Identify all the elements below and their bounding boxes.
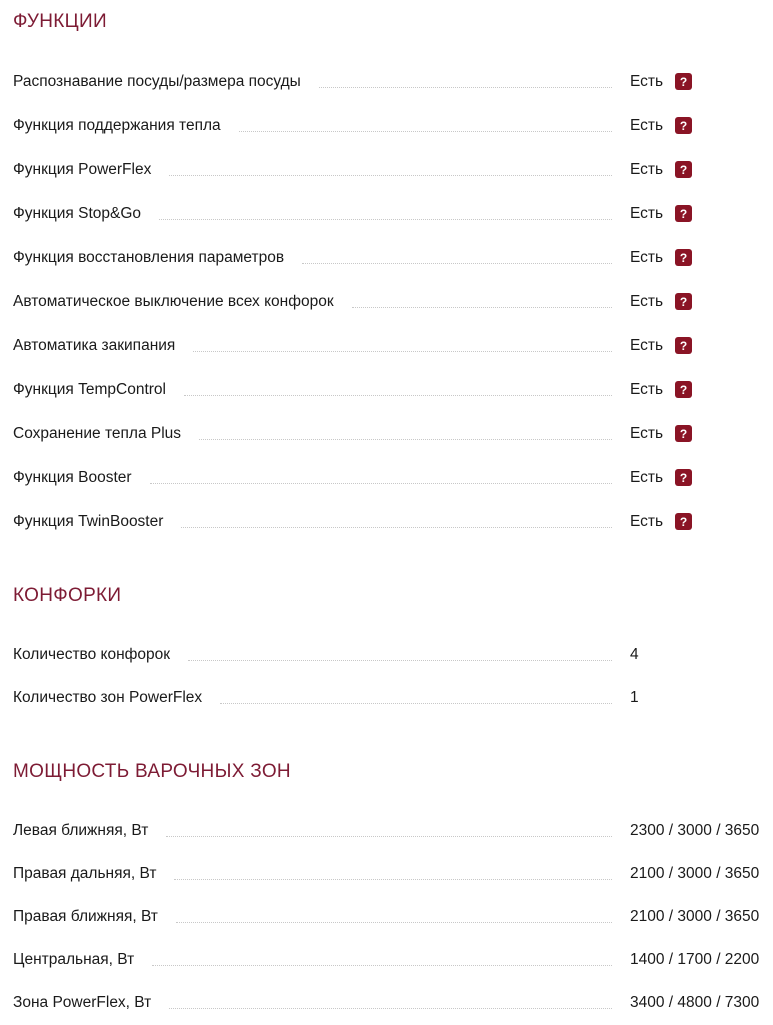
spec-value-col xyxy=(630,73,773,90)
spec-value: Есть xyxy=(630,72,664,90)
section-rows xyxy=(13,634,773,720)
spec-value: 2100 / 3000 / 3650 xyxy=(630,908,760,925)
dotted-leader xyxy=(352,307,612,308)
spec-value: Есть xyxy=(630,248,664,266)
spec-row xyxy=(13,324,773,368)
section-rows xyxy=(13,810,773,1025)
help-icon[interactable]: ? xyxy=(675,161,692,178)
dotted-leader xyxy=(159,219,612,220)
spec-section xyxy=(13,584,773,720)
spec-value-col xyxy=(630,513,773,530)
spec-value-col xyxy=(630,205,773,222)
spec-label: Функция Stop&Go xyxy=(13,204,142,222)
help-icon[interactable]: ? xyxy=(675,381,692,398)
help-icon[interactable]: ? xyxy=(675,513,692,530)
spec-label: Правая дальняя, Вт xyxy=(13,865,157,882)
spec-row xyxy=(13,634,773,677)
spec-label: Автоматическое выключение всех конфорок xyxy=(13,292,334,310)
spec-value: Есть xyxy=(630,468,664,486)
spec-row xyxy=(13,368,773,412)
spec-label: Количество конфорок xyxy=(13,646,171,663)
spec-label: Количество зон PowerFlex xyxy=(13,689,203,706)
spec-value: Есть xyxy=(630,116,664,134)
dotted-leader xyxy=(176,922,612,923)
spec-row xyxy=(13,939,773,982)
spec-value: Есть xyxy=(630,204,664,222)
spec-value-col xyxy=(630,117,773,134)
spec-value: 2300 / 3000 / 3650 xyxy=(630,822,760,839)
spec-value-col xyxy=(630,909,773,925)
spec-row xyxy=(13,677,773,720)
help-icon[interactable]: ? xyxy=(675,249,692,266)
spec-value: 3400 / 4800 / 7300 xyxy=(630,994,760,1011)
dotted-leader xyxy=(166,836,612,837)
spec-row xyxy=(13,148,773,192)
spec-label: Автоматика закипания xyxy=(13,336,176,354)
dotted-leader xyxy=(169,175,612,176)
spec-label: Центральная, Вт xyxy=(13,951,135,968)
help-icon[interactable]: ? xyxy=(675,73,692,90)
spec-row xyxy=(13,810,773,853)
help-icon[interactable]: ? xyxy=(675,469,692,486)
spec-row xyxy=(13,192,773,236)
spec-label: Функция PowerFlex xyxy=(13,160,152,178)
spec-value: Есть xyxy=(630,380,664,398)
dotted-leader xyxy=(199,439,612,440)
spec-value-col xyxy=(630,469,773,486)
help-icon[interactable]: ? xyxy=(675,293,692,310)
spec-label: Функция поддержания тепла xyxy=(13,116,221,134)
spec-value: Есть xyxy=(630,160,664,178)
spec-value: Есть xyxy=(630,336,664,354)
section-rows xyxy=(13,60,773,544)
spec-label: Распознавание посуды/размера посуды xyxy=(13,72,301,90)
help-icon[interactable]: ? xyxy=(675,337,692,354)
spec-value: Есть xyxy=(630,512,664,530)
dotted-leader xyxy=(169,1008,612,1009)
spec-section xyxy=(13,10,773,544)
spec-value-col xyxy=(630,647,773,663)
spec-value-col xyxy=(630,690,773,706)
dotted-leader xyxy=(174,879,612,880)
spec-row xyxy=(13,104,773,148)
spec-value-col xyxy=(630,425,773,442)
spec-value: Есть xyxy=(630,424,664,442)
spec-value: 1400 / 1700 / 2200 xyxy=(630,951,760,968)
spec-value-col xyxy=(630,249,773,266)
spec-value: 2100 / 3000 / 3650 xyxy=(630,865,760,882)
dotted-leader xyxy=(188,660,612,661)
spec-row xyxy=(13,60,773,104)
spec-value-col xyxy=(630,293,773,310)
spec-label: Сохранение тепла Plus xyxy=(13,424,182,442)
spec-label: Функция TwinBooster xyxy=(13,512,164,530)
spec-label: Функция Booster xyxy=(13,468,132,486)
spec-value-col xyxy=(630,337,773,354)
spec-value: 4 xyxy=(630,646,639,663)
spec-row xyxy=(13,896,773,939)
spec-value-col xyxy=(630,866,773,882)
spec-section xyxy=(13,760,773,1025)
spec-label: Функция TempControl xyxy=(13,380,166,398)
dotted-leader xyxy=(239,131,612,132)
spec-row xyxy=(13,853,773,896)
spec-row xyxy=(13,500,773,544)
dotted-leader xyxy=(152,965,612,966)
dotted-leader xyxy=(302,263,612,264)
spec-row xyxy=(13,456,773,500)
spec-value-col xyxy=(630,952,773,968)
help-icon[interactable]: ? xyxy=(675,425,692,442)
spec-row xyxy=(13,280,773,324)
dotted-leader xyxy=(319,87,612,88)
spec-label: Левая ближняя, Вт xyxy=(13,822,149,839)
help-icon[interactable]: ? xyxy=(675,117,692,134)
help-icon[interactable]: ? xyxy=(675,205,692,222)
dotted-leader xyxy=(181,527,612,528)
spec-value: Есть xyxy=(630,292,664,310)
spec-label: Зона PowerFlex, Вт xyxy=(13,994,152,1011)
dotted-leader xyxy=(193,351,612,352)
spec-label: Функция восстановления параметров xyxy=(13,248,285,266)
spec-label: Правая ближняя, Вт xyxy=(13,908,158,925)
dotted-leader xyxy=(150,483,612,484)
spec-row xyxy=(13,236,773,280)
dotted-leader xyxy=(184,395,612,396)
spec-value-col xyxy=(630,995,773,1011)
spec-row xyxy=(13,412,773,456)
spec-value-col xyxy=(630,823,773,839)
section-title: МОЩНОСТЬ ВАРОЧНЫХ ЗОН xyxy=(13,761,291,782)
section-title: КОНФОРКИ xyxy=(13,585,122,606)
spec-value-col xyxy=(630,381,773,398)
spec-value-col xyxy=(630,161,773,178)
spec-row xyxy=(13,982,773,1025)
spec-value: 1 xyxy=(630,689,639,706)
section-title: ФУНКЦИИ xyxy=(13,11,107,32)
dotted-leader xyxy=(220,703,612,704)
